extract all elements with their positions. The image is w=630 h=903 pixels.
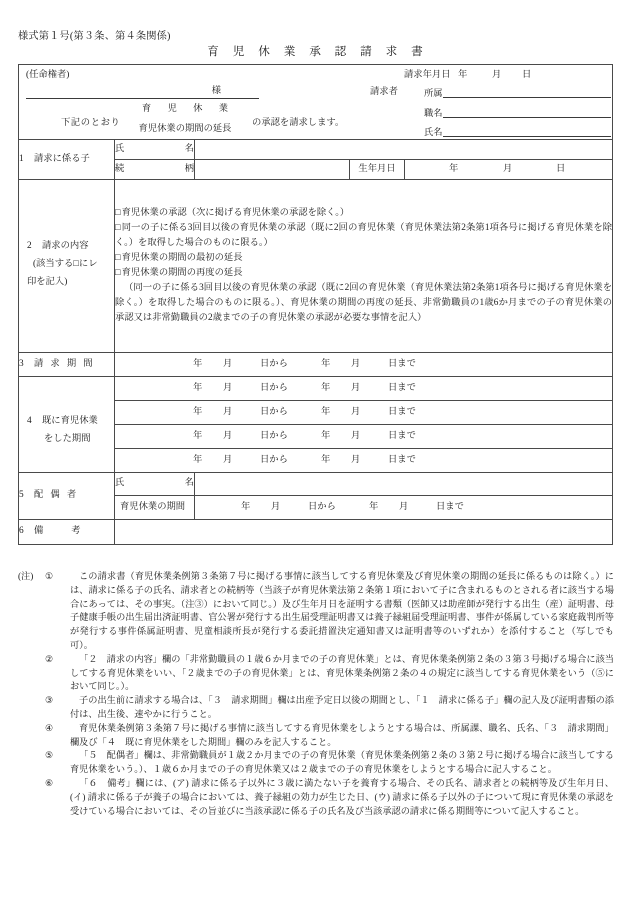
- section1-relation-header-b: 柄: [184, 163, 194, 174]
- s4r1-day-to: 日まで: [388, 382, 416, 393]
- checkbox-icon[interactable]: □: [115, 268, 121, 278]
- note-text-1: この請求書（育児休業条例第３条第７号に掲げる事情に該当してする育児休業及び育児休業の期間の延長に係るものは除く。）には、請求に係る子の氏名、請求者との続柄等（当該子が育児休業法第２条第１項において子に含まれるものとされる者に該当する場合にあっては、その事実。（注③）において同じ。）及び生年月日を証明する書類（医師又は助産師が発行する出生（産）証明書、母子健康手帳の出生届出済証明書、官公署が発行する出生届受理証明書又は養子縁組届受理証明書、事件が係属している家庭裁判所等が発行する事件係属証明書、児童相談所長が発行する委託措置決定通知書又は証明書等のいずれか）を添付すること（写しでも可）。: [70, 571, 614, 650]
- section1-name-header-a: 氏: [115, 143, 125, 154]
- section4-title-line2: をした期間: [44, 434, 91, 444]
- section3-day-from: 日から: [260, 358, 288, 369]
- section3-day-to: 日まで: [388, 358, 416, 369]
- section3-row: [19, 353, 613, 377]
- request-date-group: [404, 69, 531, 82]
- section1-relation-header-a: 続: [115, 163, 125, 174]
- requester-jobtitle-input[interactable]: [443, 106, 611, 118]
- appointer-label: (任命権者): [26, 70, 70, 80]
- section2-content: [115, 180, 613, 353]
- requester-affiliation-label: 所属: [424, 89, 443, 99]
- section4-label: [19, 377, 115, 473]
- s5-year-from: 年: [241, 501, 251, 512]
- note-item-3: [18, 694, 614, 722]
- s4r2-year-to: 年: [321, 406, 331, 417]
- s4r1-day-from: 日から: [260, 382, 288, 393]
- s4r2-day-from: 日から: [260, 406, 288, 417]
- note-marker-2: ②: [45, 653, 54, 664]
- section3-year-to: 年: [321, 358, 331, 369]
- section6-label: [19, 520, 115, 545]
- s4r2-day-to: 日まで: [388, 406, 416, 417]
- request-date-label: 請求年月日: [404, 70, 451, 80]
- section2-label: [19, 180, 115, 353]
- note-text-3: 子の出生前に請求する場合は、「３ 請求期間」欄は出産予定日以後の期間とし、「１ 請求に係る子」欄の記入及び証明書類の添付は、出生後、速やかに行うこと。: [70, 695, 614, 719]
- section1-birthdate-header: 生年月日: [350, 160, 405, 180]
- section1-name-input[interactable]: [195, 140, 613, 160]
- s5-day-to: 日まで: [436, 501, 464, 512]
- section4-title-line1: 既に育児休業: [42, 416, 98, 426]
- section1-name-row: [19, 140, 613, 160]
- section1-number: 1: [19, 153, 24, 164]
- section2-number: 2: [27, 241, 32, 251]
- section3-label: [19, 353, 115, 377]
- s4r1-month-to: 月: [351, 382, 361, 393]
- section1-birthdate-month: 月: [503, 163, 513, 174]
- note-marker-5: ⑤: [45, 750, 54, 761]
- requester-name-row: [424, 125, 611, 140]
- requester-name-label: 氏名: [424, 128, 443, 138]
- section6-title: 備 考: [34, 526, 81, 537]
- main-form-table: [18, 64, 613, 545]
- section6-row: [19, 520, 613, 545]
- leave-type-line1: 育 児 休 業: [141, 104, 236, 114]
- section2-option-1-label: 育児休業の承認（次に掲げる育児休業の承認を除く。）: [121, 207, 350, 218]
- section2-note-line1: (該当する□にレ: [33, 259, 98, 269]
- sama-label: 様: [211, 86, 221, 96]
- section5-title: 配 偶 者: [34, 490, 79, 501]
- s4r1-year-to: 年: [321, 382, 331, 393]
- notes-label: (注): [18, 571, 34, 581]
- document-title: 育 児 休 業 承 認 請 求 書: [207, 45, 429, 58]
- note-text-5: 「５ 配偶者」欄は、非常勤職員が１歳２か月までの子の育児休業（育児休業条例第２条の３第２号に掲げる場合に該当してする育児休業をいう。）、１歳６か月までの子の育児休業又は２歳までの子の育児休業をしようとする場合に記入すること。: [70, 750, 614, 775]
- section3-period-input[interactable]: [115, 353, 613, 377]
- s4r3-day-to: 日まで: [388, 430, 416, 441]
- section5-name-header-b: 名: [184, 478, 194, 489]
- section5-name-input[interactable]: [195, 473, 613, 496]
- s4r1-month-from: 月: [223, 382, 233, 393]
- checkbox-icon[interactable]: □: [115, 252, 121, 263]
- s4r2-month-to: 月: [351, 406, 361, 417]
- section6-number: 6: [19, 526, 24, 537]
- requester-label: 請求者: [370, 87, 398, 97]
- section2-option-3[interactable]: [115, 251, 612, 266]
- section2-title: 請求の内容: [42, 241, 89, 251]
- s5-day-from: 日から: [308, 501, 336, 512]
- section2-paren-note: （同一の子に係る3回目以後の育児休業の承認（既に2回の育児休業（育児休業法第2条第1項各号に掲げる育児休業を除く。）を取得した場合のものに限る。）、育児休業の期間の再度の延長、非常勤職員の1歳6か月までの子の育児休業の承認又は非常勤職員の2歳までの子の育児休業の承認が必要な事情を記入）: [115, 283, 613, 324]
- section4-period-input-1[interactable]: [115, 377, 613, 401]
- requester-jobtitle-row: [424, 106, 611, 121]
- section5-name-row: [19, 473, 613, 496]
- requester-name-input[interactable]: [443, 125, 611, 137]
- s4r3-month-to: 月: [351, 430, 361, 441]
- section1-relation-input[interactable]: [195, 160, 350, 180]
- s4r3-year-from: 年: [193, 430, 203, 441]
- section3-month-from: 月: [223, 358, 233, 369]
- note-item-4: [18, 722, 614, 750]
- section1-label: [19, 140, 115, 180]
- note-text-2: 「２ 請求の内容」欄の「非常勤職員の１歳６か月までの子の育児休業」とは、育児休業条例第２条の３第３号掲げる場合に該当してする育児休業をいい、「２歳までの子の育児休業」とは、育児休業条例第２条の４の規定に該当してする育児休業をいう（⑤において同じ。）。: [70, 653, 614, 692]
- section4-period-input-3[interactable]: [115, 425, 613, 449]
- section2-option-2[interactable]: [115, 221, 612, 251]
- s4r4-day-to: 日まで: [388, 454, 416, 465]
- s4r4-year-from: 年: [193, 454, 203, 465]
- requester-jobtitle-label: 職名: [424, 109, 443, 119]
- s4r2-month-from: 月: [223, 406, 233, 417]
- leave-type-group: [127, 103, 243, 137]
- note-item-1: [18, 570, 614, 653]
- section1-birthdate-year: 年: [449, 163, 459, 174]
- note-marker-3: ③: [45, 695, 54, 706]
- s4r4-month-from: 月: [223, 454, 233, 465]
- note-marker-1: ①: [45, 571, 54, 581]
- section5-name-header: [115, 473, 195, 496]
- s4r3-day-from: 日から: [260, 430, 288, 441]
- s4r1-year-from: 年: [193, 382, 203, 393]
- section3-month-to: 月: [351, 358, 361, 369]
- note-item-6: [18, 777, 614, 818]
- leave-type-line2: 育児休業の期間の延長: [138, 124, 232, 135]
- s4r3-month-from: 月: [223, 430, 233, 441]
- header-block-cell: [19, 65, 613, 140]
- request-sentence: の承認を請求します。: [252, 118, 345, 128]
- section1-relation-header: [115, 160, 195, 180]
- s4r4-day-from: 日から: [260, 454, 288, 465]
- request-date-day[interactable]: 日: [522, 70, 532, 80]
- section1-title: 請求に係る子: [34, 153, 90, 164]
- section4-row-1: [19, 377, 613, 401]
- s5-month-to: 月: [399, 501, 409, 512]
- section2-option-4-label: 育児休業の期間の再度の延長: [121, 268, 243, 278]
- section2-option-4[interactable]: [115, 266, 612, 281]
- section3-title: 請 求 期 間: [34, 358, 95, 369]
- preamble-text: 下記のとおり: [61, 118, 121, 128]
- s4r4-month-to: 月: [351, 454, 361, 465]
- section1-name-header: [115, 140, 195, 160]
- section1-name-header-b: 名: [184, 143, 194, 154]
- section5-name-header-a: 氏: [115, 478, 125, 489]
- s5-year-to: 年: [369, 501, 379, 512]
- s4r3-year-to: 年: [321, 430, 331, 441]
- section3-year-from: 年: [193, 358, 203, 369]
- request-date-month[interactable]: 月: [492, 70, 502, 80]
- note-marker-4: ④: [45, 722, 54, 733]
- note-text-4: 育児休業条例第３条第７号に掲げる事情に該当してする育児休業をしようとする場合は、所属課、職名、氏名、「３ 請求期間」欄及び「４ 既に育児休業をした期間」欄のみを記入すること。: [70, 722, 614, 747]
- note-item-2: [18, 653, 614, 694]
- header-block-row: [19, 65, 613, 140]
- note-marker-6: ⑥: [45, 777, 54, 788]
- section5-number: 5: [19, 490, 24, 501]
- section1-birthdate-input[interactable]: [405, 160, 613, 180]
- s4r2-year-from: 年: [193, 406, 203, 417]
- appointer-name-field[interactable]: [26, 85, 259, 99]
- notes-section: [18, 570, 614, 818]
- section4-period-input-2[interactable]: [115, 401, 613, 425]
- requester-affiliation-input[interactable]: [443, 86, 611, 98]
- section2-row: [19, 180, 613, 353]
- note-item-5: [18, 749, 614, 777]
- note-text-6: 「６ 備考」欄には、(ア) 請求に係る子以外に３歳に満たない子を養育する場合、その氏名、請求者との続柄等及び生年月日、(イ) 請求に係る子が養子の場合においては、養子縁組の効力が生じた日、(ウ) 請求に係る子以外の子について現に育児休業の承認を受けている場合においては、その旨並びに当該承認に係る子の氏名及び当該承認の請求に係る期間等について記入すること。: [70, 777, 614, 816]
- request-date-year[interactable]: 年: [458, 70, 468, 80]
- s5-month-from: 月: [271, 501, 281, 512]
- section5-label: [19, 473, 115, 520]
- section2-option-2-label: 同一の子に係る3回目以後の育児休業の承認（既に2回の育児休業（育児休業法第2条第1項各号に掲げる育児休業を除く。）を取得した場合のものに限る。）: [115, 222, 613, 248]
- section1-birthdate-day: 日: [556, 163, 566, 174]
- s4r4-year-to: 年: [321, 454, 331, 465]
- section3-number: 3: [19, 358, 24, 369]
- section4-period-input-4[interactable]: [115, 449, 613, 473]
- section6-input[interactable]: [115, 520, 613, 545]
- form-number: 様式第１号(第３条、第４条関係): [18, 31, 171, 42]
- section5-period-header: 育児休業の期間: [115, 496, 195, 520]
- requester-affiliation-row: [424, 86, 611, 101]
- checkbox-icon[interactable]: □: [115, 222, 121, 233]
- section5-period-input[interactable]: [195, 496, 613, 520]
- checkbox-icon[interactable]: □: [115, 207, 121, 218]
- section4-number: 4: [27, 416, 32, 426]
- section2-option-3-label: 育児休業の期間の最初の延長: [121, 252, 243, 263]
- section2-option-1[interactable]: [115, 206, 612, 221]
- section2-note-line2: 印を記入): [27, 277, 68, 287]
